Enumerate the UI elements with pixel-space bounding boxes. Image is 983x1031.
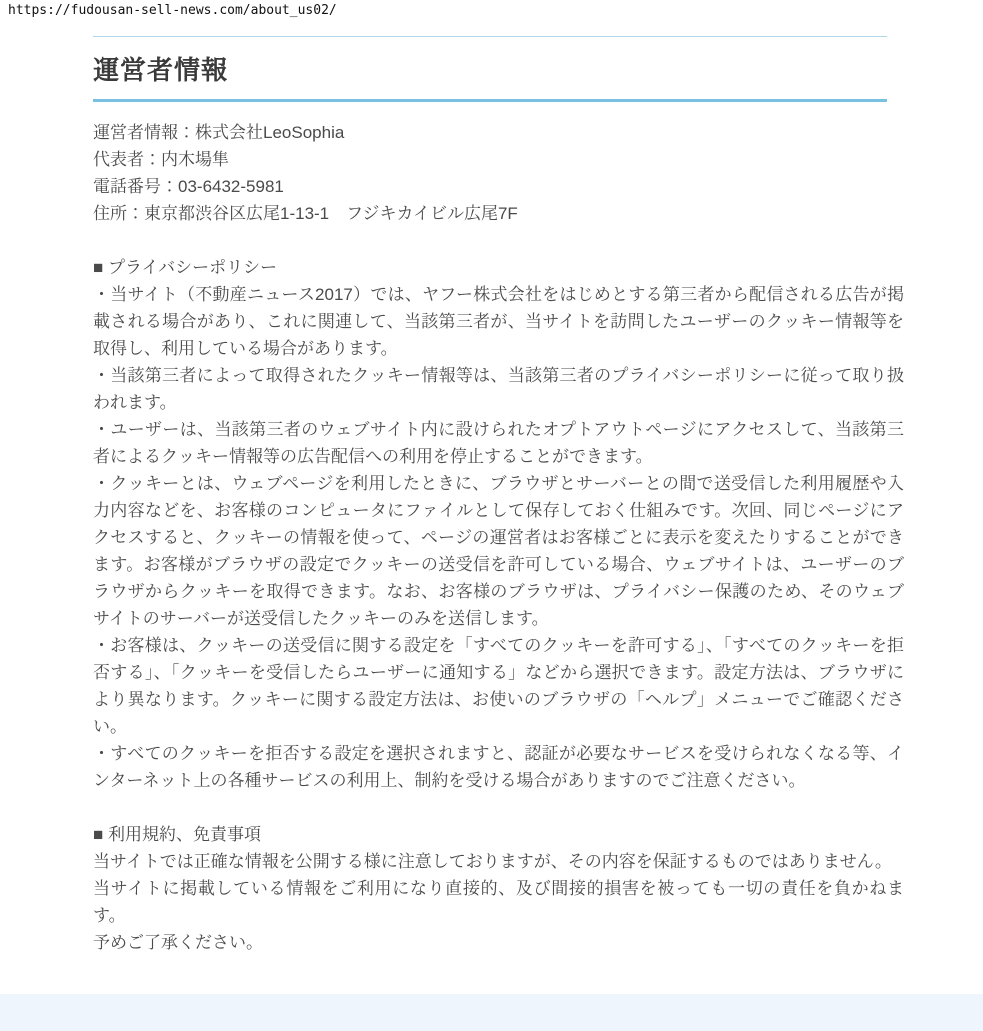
terms-line: 予めご了承ください。 <box>93 933 263 952</box>
terms-line: 当サイトでは正確な情報を公開する様に注意しておりますが、その内容を保証するものではありません。 <box>93 852 892 871</box>
page-header <box>93 36 887 102</box>
privacy-policy-item: ・お客様は、クッキーの送受信に関する設定を「すべてのクッキーを許可する」、「すべてのクッキーを拒否する」、「クッキーを受信したらユーザーに通知する」などから選択できます。設定方法は、ブラウザにより異なります。クッキーに関する設定方法は、お使いのブラウザの「ヘルプ」メニューでご確認ください。 <box>93 636 904 736</box>
privacy-policy-heading: ■ プライバシーポリシー <box>93 258 278 277</box>
operator-name-line: 運営者情報：株式会社LeoSophia <box>93 123 345 142</box>
representative-line: 代表者：内木場隼 <box>93 150 229 169</box>
page-url-caption: https://fudousan-sell-news.com/about_us02/ <box>8 3 337 18</box>
privacy-policy-item: ・ユーザーは、当該第三者のウェブサイト内に設けられたオプトアウトページにアクセスして、当該第三者によるクッキー情報等の広告配信への利用を停止することができます。 <box>93 420 904 466</box>
address-line: 住所：東京都渋谷区広尾1-13-1 フジキカイビル広尾7F <box>93 204 518 223</box>
privacy-policy-item: ・クッキーとは、ウェブページを利用したときに、ブラウザとサーバーとの間で送受信した利用履歴や入力内容などを、お客様のコンピュータにファイルとして保存しておく仕組みです。次回、同じページにアクセスすると、クッキーの情報を使って、ページの運営者はお客様ごとに表示を変えたりすることができます。お客様がブラウザの設定でクッキーの送受信を許可している場合、ウェブサイトは、ユーザーのブラウザからクッキーを取得できます。なお、お客様のブラウザは、プライバシー保護のため、そのウェブサイトのサーバーが送受信したクッキーのみを送信します。 <box>93 474 904 628</box>
privacy-policy-item: ・すべてのクッキーを拒否する設定を選択されますと、認証が必要なサービスを受けられなくなる等、インターネット上の各種サービスの利用上、制約を受ける場合がありますのでご注意ください。 <box>93 744 904 790</box>
page-title: 運営者情報 <box>93 55 229 85</box>
footer-strip <box>0 994 983 1031</box>
operator-info-section <box>93 119 904 227</box>
terms-heading: ■ 利用規約、免責事項 <box>93 825 261 844</box>
terms-section <box>93 821 904 956</box>
privacy-policy-section <box>93 254 904 794</box>
main-content <box>93 36 904 956</box>
privacy-policy-item: ・当サイト（不動産ニュース2017）では、ヤフー株式会社をはじめとする第三者から配信される広告が掲載される場合があり、これに関連して、当該第三者が、当サイトを訪問したユーザーのクッキー情報等を取得し、利用している場合があります。 <box>93 285 904 358</box>
phone-number-line: 電話番号：03-6432-5981 <box>93 177 284 196</box>
privacy-policy-item: ・当該第三者によって取得されたクッキー情報等は、当該第三者のプライバシーポリシーに従って取り扱われます。 <box>93 366 904 412</box>
terms-line: 当サイトに掲載している情報をご利用になり直接的、及び間接的損害を被っても一切の責任を負かねます。 <box>93 879 904 925</box>
